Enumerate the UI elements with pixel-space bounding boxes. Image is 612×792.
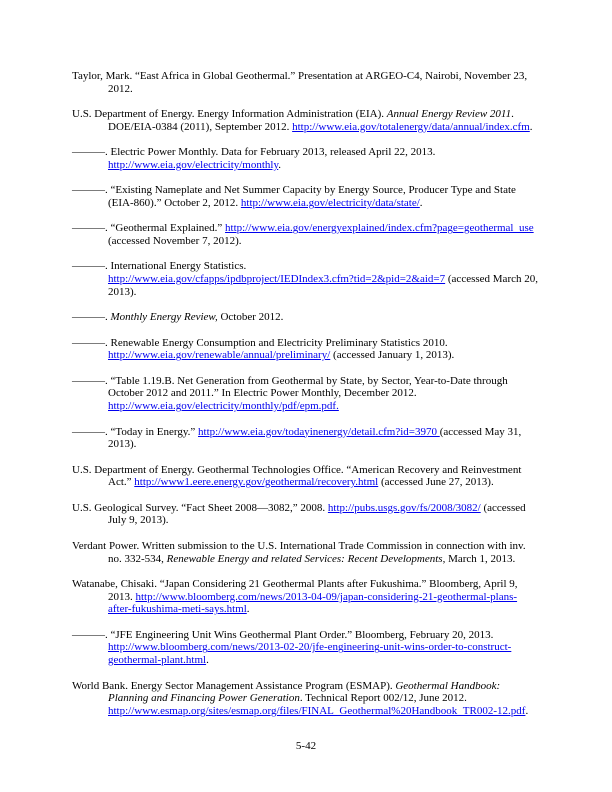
reference-line (72, 286, 552, 299)
hyperlink[interactable]: http://www.eia.gov/todayinenergy/detail.cfm?id=3970 (198, 425, 440, 438)
italic-title-text: Planning and Financing Power Generation (108, 692, 300, 705)
italic-title-text: Geothermal Handbook: (395, 679, 501, 692)
reference-line (72, 578, 552, 591)
reference-line (72, 121, 552, 134)
references-list (72, 70, 552, 730)
reference-text: Verdant Power. Written submission to the U.S. International Trade Commission in connection with inv. (72, 539, 526, 552)
reference-text: . (278, 158, 282, 171)
reference-line (72, 337, 552, 350)
reference-line (72, 553, 552, 566)
page-footer (0, 740, 612, 753)
reference-entry (72, 680, 552, 718)
reference-text: 2013. (108, 590, 136, 603)
reference-entry (72, 540, 552, 565)
page-number: 5-42 (295, 740, 317, 752)
reference-text: ———. Electric Power Monthly. Data for February 2013, released April 22, 2013. (72, 146, 436, 159)
hyperlink[interactable]: http://www1.eere.energy.gov/geothermal/recovery.html (134, 476, 379, 489)
reference-text: 2012. (108, 82, 133, 95)
italic-title-text: Annual Energy Review 2011 (386, 108, 512, 121)
reference-line (72, 260, 552, 273)
reference-text: ———. (72, 311, 111, 324)
reference-text: (accessed November 7, 2012). (108, 235, 242, 248)
reference-entry (72, 70, 552, 95)
reference-text: Act.” (108, 476, 135, 489)
reference-line (72, 591, 552, 604)
reference-text: U.S. Geological Survey. “Fact Sheet 2008—3082,” 2008. (72, 501, 328, 514)
reference-text: Taylor, Mark. “East Africa in Global Geothermal.” Presentation at ARGEO-C4, Nairobi, November 23, (72, 70, 528, 82)
reference-entry (72, 375, 552, 413)
hyperlink[interactable]: http://www.esmap.org/sites/esmap.org/files/FINAL_Geothermal%20Handbook_TR002-12.pdf (108, 704, 526, 717)
reference-line (72, 70, 552, 83)
reference-entry (72, 311, 552, 324)
italic-title-text: Monthly Energy Review, (110, 311, 218, 324)
reference-entry (72, 184, 552, 209)
reference-line (72, 184, 552, 197)
hyperlink[interactable]: http://www.eia.gov/electricity/monthly/pdf/epm.pdf. (108, 400, 339, 413)
reference-text: October 2012. (217, 311, 284, 324)
reference-text: U.S. Department of Energy. Energy Information Administration (EIA). (72, 108, 387, 121)
reference-line (72, 108, 552, 121)
reference-text: DOE/EIA-0384 (2011), September 2012. (108, 120, 293, 133)
reference-text: (accessed March 20, (445, 273, 538, 286)
reference-text: 2013). (108, 438, 137, 451)
hyperlink[interactable]: geothermal-plant.html (108, 654, 207, 667)
reference-line (72, 235, 552, 248)
reference-entry (72, 337, 552, 362)
reference-text: . Technical Report 002/12, June 2012. (299, 692, 467, 705)
reference-text: Watanabe, Chisaki. “Japan Considering 21 Geothermal Plants after Fukushima.” Bloomberg, April 9, (72, 577, 518, 590)
reference-text: October 2012 and 2011.” In Electric Power Monthly, December 2012. (108, 387, 417, 400)
reference-text: ———. “JFE Engineering Unit Wins Geothermal Plant Order.” Bloomberg, February 20, 2013. (72, 628, 494, 641)
reference-text: (accessed January 1, 2013). (330, 349, 455, 362)
reference-line (72, 349, 552, 362)
reference-line (72, 654, 552, 667)
reference-line (72, 705, 552, 718)
reference-text: (accessed June 27, 2013). (378, 476, 494, 489)
reference-text: U.S. Department of Energy. Geothermal Technologies Office. “American Recovery and Reinvestment (72, 463, 522, 476)
reference-entry (72, 260, 552, 298)
reference-line (72, 400, 552, 413)
reference-line (72, 426, 552, 439)
reference-text: (EIA-860).” October 2, 2012. (108, 196, 241, 209)
italic-title-text: Renewable Energy and related Services: Recent Developments, (166, 552, 446, 565)
reference-line (72, 629, 552, 642)
hyperlink[interactable]: http://pubs.usgs.gov/fs/2008/3082/ (327, 501, 481, 514)
reference-line (72, 159, 552, 172)
reference-entry (72, 222, 552, 247)
hyperlink[interactable]: http://www.eia.gov/electricity/data/state/ (240, 196, 420, 209)
reference-line (72, 540, 552, 553)
hyperlink[interactable]: http://www.eia.gov/electricity/monthly (108, 158, 279, 171)
reference-text: ———. “Table 1.19.B. Net Generation from Geothermal by State, by Sector, Year-to-Date through (72, 374, 508, 387)
reference-entry (72, 426, 552, 451)
reference-entry (72, 464, 552, 489)
reference-text: . (525, 704, 529, 717)
reference-line (72, 273, 552, 286)
reference-text: . (206, 654, 209, 667)
reference-text: . (511, 108, 514, 121)
reference-line (72, 514, 552, 527)
reference-line (72, 464, 552, 477)
reference-text: 2013). (108, 285, 137, 298)
reference-line (72, 311, 552, 324)
reference-text: (accessed (480, 501, 526, 514)
reference-text: ———. Renewable Energy Consumption and Electricity Preliminary Statistics 2010. (72, 336, 448, 349)
reference-line (72, 438, 552, 451)
reference-text: . (529, 120, 533, 133)
reference-text: March 1, 2013. (445, 552, 516, 565)
hyperlink[interactable]: http://www.eia.gov/renewable/annual/preliminary/ (108, 349, 331, 362)
reference-text: . (419, 196, 423, 209)
reference-text: ———. “Today in Energy.” (72, 425, 199, 438)
reference-line (72, 502, 552, 515)
reference-line (72, 641, 552, 654)
reference-entry (72, 146, 552, 171)
reference-entry (72, 502, 552, 527)
reference-entry (72, 108, 552, 133)
reference-line (72, 375, 552, 388)
reference-text: . (246, 603, 250, 616)
hyperlink[interactable]: http://www.eia.gov/totalenergy/data/annual/index.cfm (292, 120, 530, 133)
reference-line (72, 387, 552, 400)
reference-text: (accessed May 31, (439, 425, 522, 438)
reference-line (72, 603, 552, 616)
reference-line (72, 476, 552, 489)
reference-entry (72, 578, 552, 616)
reference-text: ———. International Energy Statistics. (72, 260, 247, 273)
hyperlink[interactable]: http://www.eia.gov/cfapps/ipdbproject/IEDIndex3.cfm?tid=2&pid=2&aid=7 (108, 273, 446, 286)
reference-text: no. 332-534, (108, 552, 167, 565)
reference-line (72, 197, 552, 210)
reference-entry (72, 629, 552, 667)
reference-line (72, 680, 552, 693)
reference-line (72, 222, 552, 235)
reference-text: July 9, 2013). (108, 514, 169, 527)
reference-text: ———. “Geothermal Explained.” (72, 222, 226, 235)
reference-text: World Bank. Energy Sector Management Assistance Program (ESMAP). (72, 679, 396, 692)
hyperlink[interactable]: after-fukushima-meti-says.html (108, 603, 247, 616)
hyperlink[interactable]: http://www.eia.gov/energyexplained/index.cfm?page=geothermal_use (225, 222, 534, 235)
reference-line (72, 692, 552, 705)
reference-line (72, 146, 552, 159)
hyperlink[interactable]: http://www.bloomberg.com/news/2013-04-09/japan-considering-21-geothermal-plans- (135, 590, 518, 603)
hyperlink[interactable]: http://www.bloomberg.com/news/2013-02-20/jfe-engineering-unit-wins-order-to-construct- (108, 641, 512, 654)
reference-text: ———. “Existing Nameplate and Net Summer Capacity by Energy Source, Producer Type and State (72, 184, 516, 197)
reference-line (72, 83, 552, 96)
